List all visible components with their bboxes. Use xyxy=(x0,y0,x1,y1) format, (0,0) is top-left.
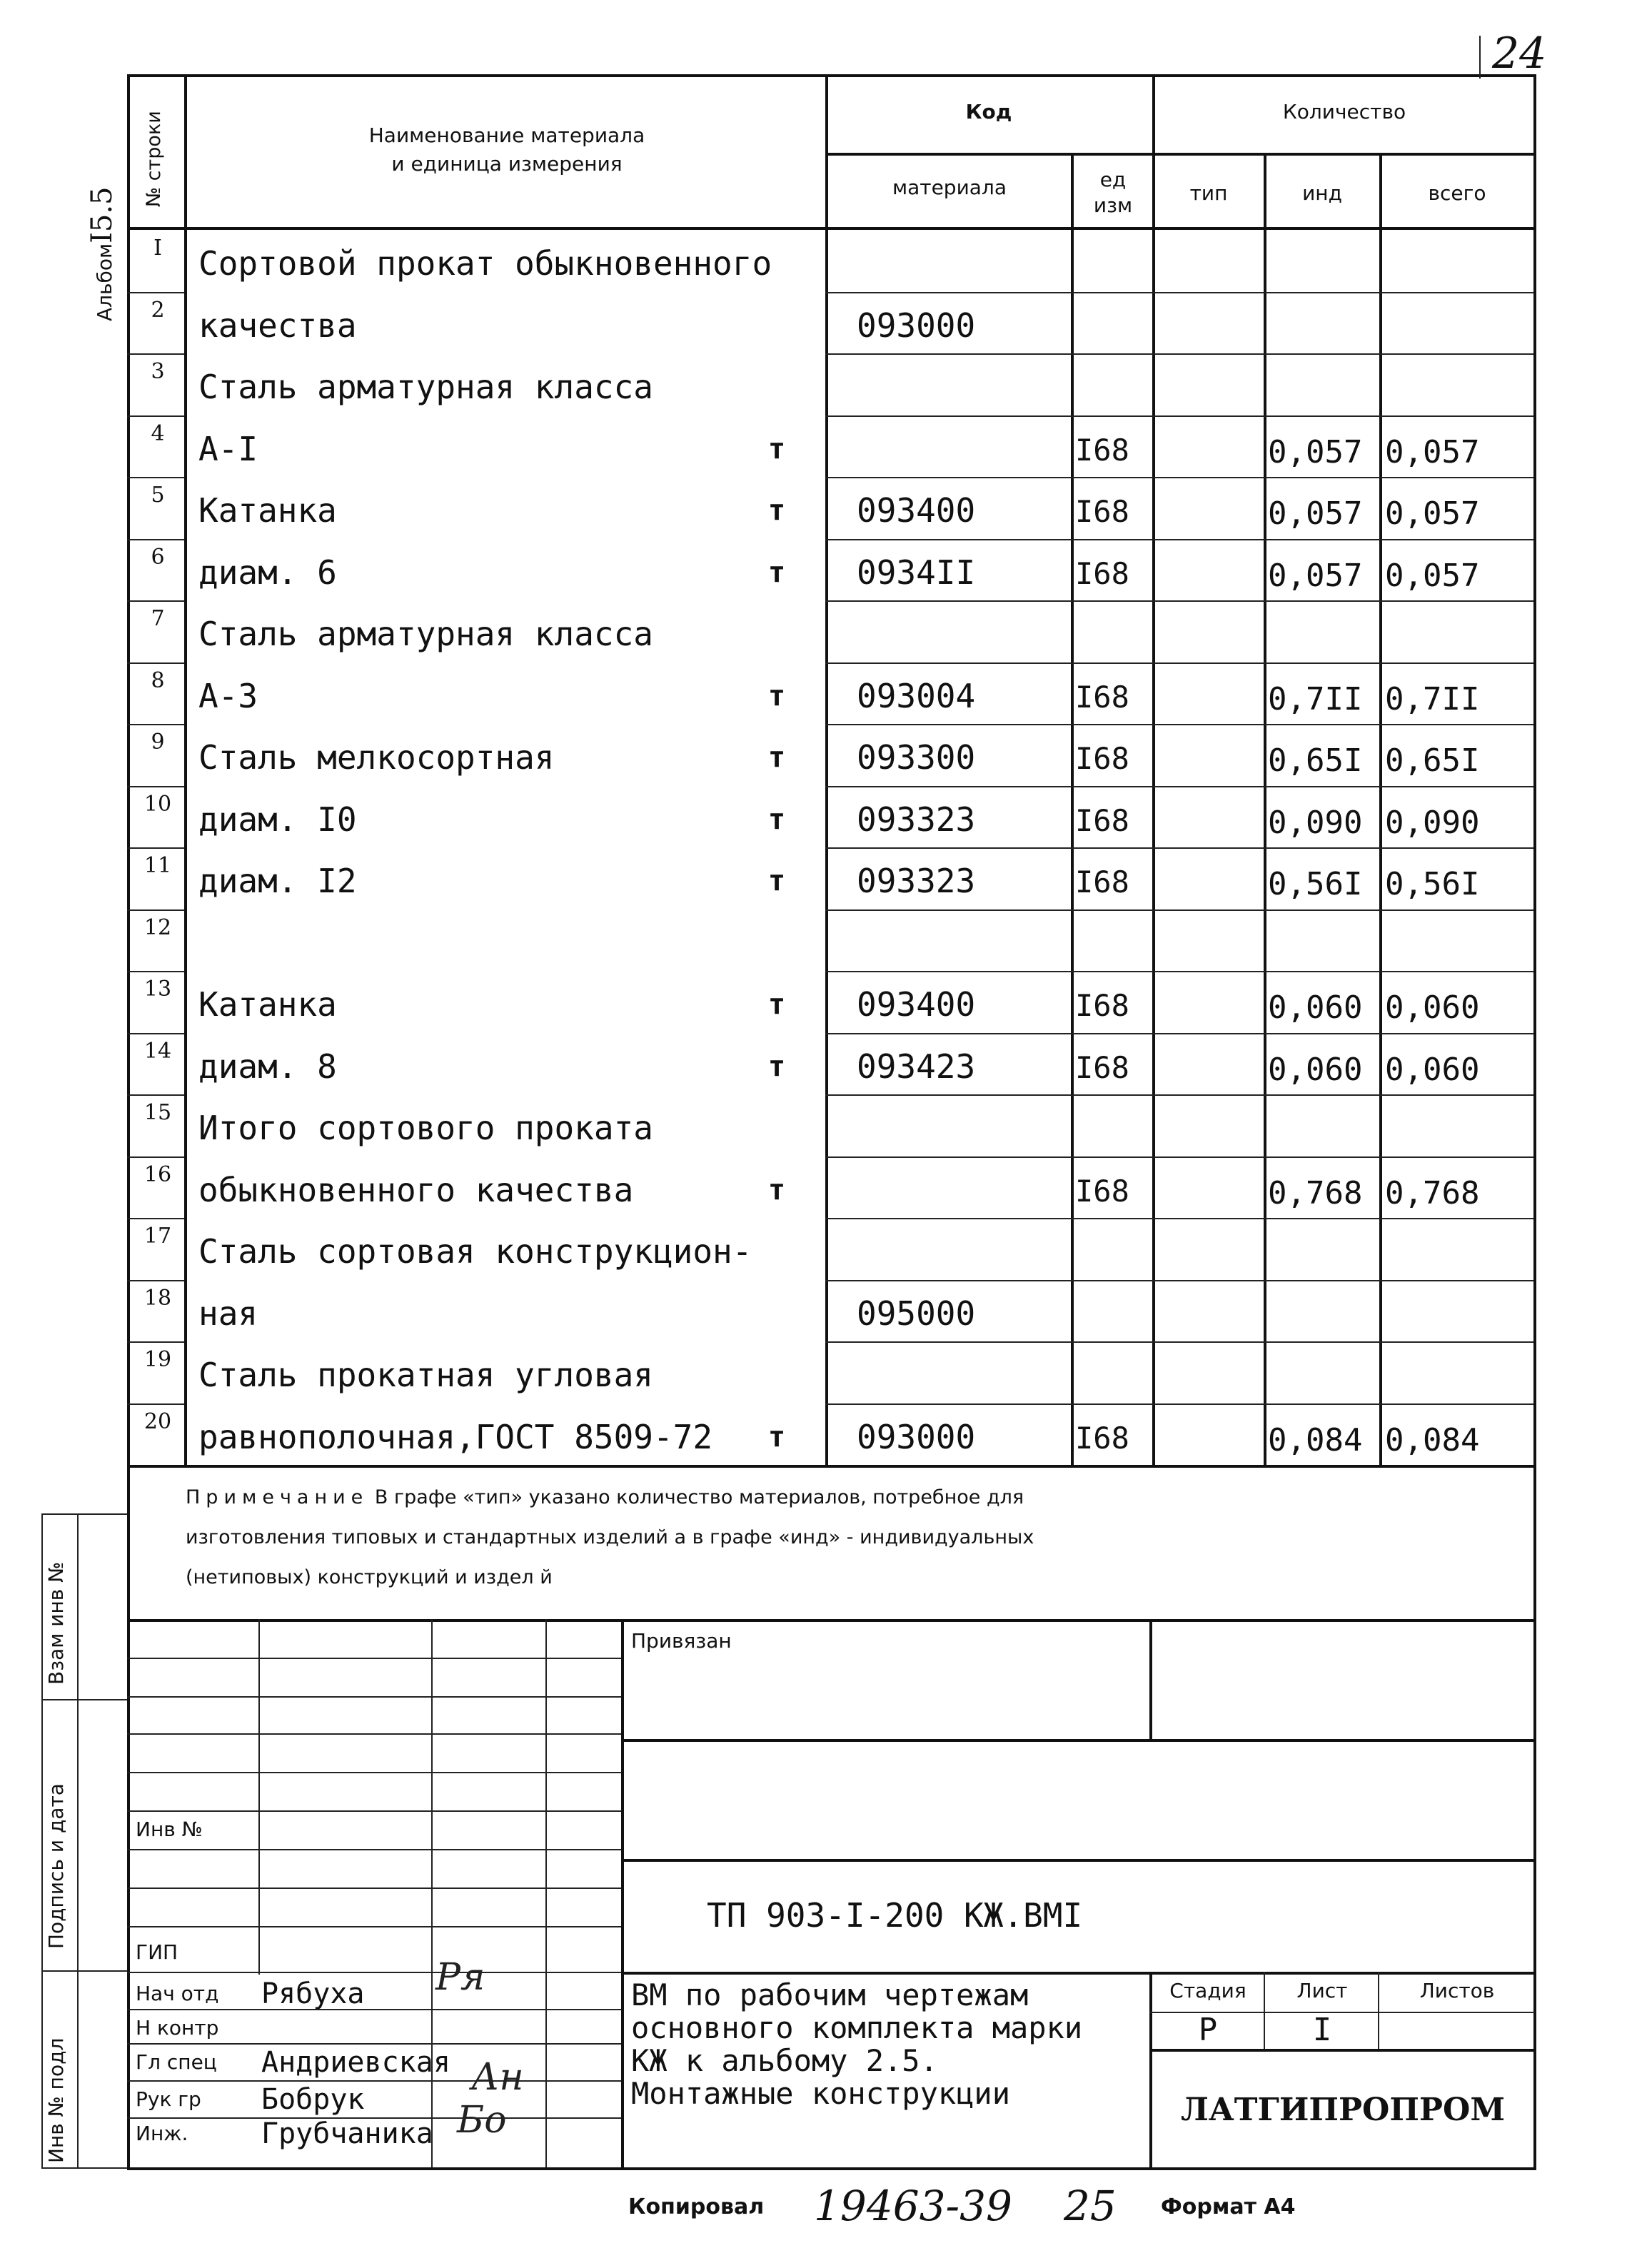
row-name: Сталь прокатная угловая xyxy=(198,1356,653,1394)
row-code: 093000 xyxy=(857,306,976,345)
stamp-col1 xyxy=(258,1619,260,1975)
row-number: 18 xyxy=(143,1285,172,1311)
row-total: 0,057 xyxy=(1385,557,1480,594)
stamp-role: Нач отд xyxy=(136,1982,219,2005)
stamp-row-line xyxy=(127,1810,621,1812)
row-name: Сталь сортовая конструкцион- xyxy=(198,1232,752,1271)
row-name: диам. 6 xyxy=(198,553,337,592)
inv-no-label: Инв № xyxy=(136,1818,203,1841)
stamp-row-line xyxy=(127,1926,621,1927)
vzam-inv-label: Взам инв № xyxy=(44,1561,68,1685)
table-bottom xyxy=(127,1465,1536,1468)
row-total: 0,084 xyxy=(1385,1421,1480,1458)
row-divider xyxy=(825,1218,1533,1219)
row-total: 0,060 xyxy=(1385,1051,1480,1088)
stamp-role: Рук гр xyxy=(136,2087,201,2111)
signature-2: Ан xyxy=(471,2056,524,2099)
row-total: 0,060 xyxy=(1385,989,1480,1026)
side-box-sep1 xyxy=(41,1699,127,1700)
row-divider-left xyxy=(127,909,184,911)
copied-label: Копировал xyxy=(628,2194,765,2219)
row-name: А-3 xyxy=(198,676,258,715)
row-divider xyxy=(825,662,1533,664)
stamp-person: Грубчаника xyxy=(261,2117,433,2150)
col-tip-ind-line xyxy=(1264,153,1266,1466)
row-code: 093400 xyxy=(857,491,976,530)
stamp-row-line xyxy=(127,2009,621,2010)
row-unit: т xyxy=(768,802,786,836)
row-number: 19 xyxy=(143,1347,172,1372)
header-row-no: № строки xyxy=(143,111,165,207)
header-q-total: всего xyxy=(1428,181,1486,205)
row-ed: I68 xyxy=(1075,432,1129,468)
row-unit: т xyxy=(768,1173,786,1206)
row-name: А-I xyxy=(198,429,258,468)
row-ind: 0,768 xyxy=(1268,1174,1363,1211)
note-line2: изготовления типовых и стандартных изделий а в графе «инд» - индивидуальных xyxy=(186,1526,1034,1548)
stamp-person: Рябуха xyxy=(261,1977,365,2010)
row-number: 11 xyxy=(143,853,172,878)
row-name: Итого сортового проката xyxy=(198,1109,653,1147)
row-unit: т xyxy=(768,432,786,465)
header-code: Код xyxy=(965,100,1012,124)
stamp-sheet-col xyxy=(1378,1972,1379,2050)
row-divider xyxy=(825,786,1533,787)
side-box-left xyxy=(41,1513,43,2167)
podpis-data-label: Подпись и дата xyxy=(44,1783,68,1949)
row-divider-left xyxy=(127,786,184,787)
frame-bottom xyxy=(127,2167,1536,2170)
sheet-label: Лист xyxy=(1296,1979,1348,2002)
row-ind: 0,060 xyxy=(1268,989,1363,1026)
row-divider-left xyxy=(127,1218,184,1219)
row-number: 9 xyxy=(151,730,165,755)
row-name: диам. I2 xyxy=(198,862,357,900)
row-number: 4 xyxy=(151,420,165,446)
row-divider xyxy=(825,971,1533,972)
row-divider-left xyxy=(127,1280,184,1281)
row-divider xyxy=(825,539,1533,540)
row-number: 5 xyxy=(151,483,165,508)
order-number: 19463-39 xyxy=(814,2182,1012,2230)
stamp-col2 xyxy=(431,1619,433,2167)
row-ed: I68 xyxy=(1075,988,1129,1023)
stamp-org-top xyxy=(1149,2049,1535,2052)
row-number: 14 xyxy=(143,1038,172,1064)
row-ed: I68 xyxy=(1075,679,1129,715)
row-ed: I68 xyxy=(1075,1049,1129,1085)
row-number: 2 xyxy=(151,297,165,323)
row-divider-left xyxy=(127,662,184,664)
stamp-row-line xyxy=(127,1733,621,1735)
row-divider xyxy=(825,1341,1533,1343)
stamp-role: Инж. xyxy=(136,2122,188,2145)
row-number: 6 xyxy=(151,544,165,570)
header-sub-line xyxy=(825,153,1536,156)
row-divider xyxy=(825,1280,1533,1281)
col-rowno-line xyxy=(184,74,187,1466)
row-ed: I68 xyxy=(1075,865,1129,899)
row-number: 13 xyxy=(143,977,172,1002)
row-divider-left xyxy=(127,1403,184,1405)
side-box-sep2 xyxy=(41,1970,127,1972)
row-number: 17 xyxy=(143,1224,172,1249)
row-total: 0,56I xyxy=(1385,866,1480,902)
row-code: 093300 xyxy=(857,738,976,777)
row-divider-left xyxy=(127,539,184,540)
stamp-row-line xyxy=(127,1658,621,1659)
side-box-mid xyxy=(77,1513,79,2167)
row-number: I xyxy=(153,236,162,261)
note-line1: В графе «тип» указано количество материалов, потребное для xyxy=(374,1486,1024,1508)
row-number: 20 xyxy=(143,1408,172,1434)
row-divider-left xyxy=(127,1033,184,1034)
row-code: 093004 xyxy=(857,676,976,715)
header-q-ind: инд xyxy=(1302,181,1342,205)
row-name: Катанка xyxy=(198,985,337,1024)
sheets-label: Листов xyxy=(1419,1979,1495,2002)
row-name: равнополочная,ГОСТ 8509-72 xyxy=(198,1417,713,1456)
row-divider xyxy=(825,353,1533,355)
row-total: 0,057 xyxy=(1385,495,1480,532)
stamp-row-line xyxy=(127,2043,621,2045)
row-total: 0,057 xyxy=(1385,433,1480,470)
frame-right xyxy=(1533,74,1536,2170)
row-divider xyxy=(825,1156,1533,1158)
stamp-role: ГИП xyxy=(136,1940,178,1964)
header-code-unit: ед изм xyxy=(1093,168,1133,217)
row-unit: т xyxy=(768,1049,786,1083)
row-code: 093423 xyxy=(857,1047,976,1086)
row-divider-left xyxy=(127,1341,184,1343)
row-divider-left xyxy=(127,724,184,725)
row-ind: 0,057 xyxy=(1268,557,1363,594)
row-ed: I68 xyxy=(1075,741,1129,776)
stamp-row-line xyxy=(127,1888,621,1889)
row-divider xyxy=(825,847,1533,849)
row-divider-left xyxy=(127,1094,184,1096)
row-divider xyxy=(825,909,1533,911)
album-label: АльбомI5.5 xyxy=(86,186,119,321)
row-number: 15 xyxy=(143,1100,172,1125)
page-corner-number: 24 xyxy=(1492,29,1547,79)
row-unit: т xyxy=(768,679,786,712)
row-name: диам. I0 xyxy=(198,800,357,839)
row-divider xyxy=(825,415,1533,417)
row-total: 0,090 xyxy=(1385,804,1480,841)
header-bottom xyxy=(127,227,1536,230)
row-name: Сталь арматурная класса xyxy=(198,368,653,406)
stamp-row-line xyxy=(127,2080,621,2082)
note-block xyxy=(186,1478,1528,1598)
privyazan-label: Привязан xyxy=(631,1629,732,1653)
row-divider-left xyxy=(127,847,184,849)
row-code: 093323 xyxy=(857,862,976,900)
header-quantity: Количество xyxy=(1282,100,1406,124)
row-ind: 0,7II xyxy=(1268,680,1363,717)
row-name: обыкновенного качества xyxy=(198,1170,634,1209)
stamp-col3 xyxy=(545,1619,547,2167)
stamp-row-line xyxy=(127,1696,621,1698)
row-number: 3 xyxy=(151,359,165,384)
row-code: 093400 xyxy=(857,985,976,1024)
row-unit: т xyxy=(768,1420,786,1453)
row-divider-left xyxy=(127,477,184,478)
signature-1: Ря xyxy=(435,1956,485,1999)
row-ed: I68 xyxy=(1075,555,1129,591)
signature-3: Бо xyxy=(457,2099,507,2142)
header-name: Наименование материала и единица измерения xyxy=(368,124,645,176)
frame-top xyxy=(127,74,1536,77)
corner-mark xyxy=(1479,36,1481,79)
stamp-role: Н контр xyxy=(136,2016,219,2040)
stamp-row-line xyxy=(127,1772,621,1773)
stamp-row-line xyxy=(127,1972,621,1973)
row-total: 0,768 xyxy=(1385,1174,1480,1211)
row-divider-left xyxy=(127,353,184,355)
row-divider-left xyxy=(127,1156,184,1158)
stamp-title: ВМ по рабочим чертежам основного комплекта марки КЖ к альбому 2.5. Монтажные конструкции xyxy=(631,1977,1083,2111)
row-number: 8 xyxy=(151,667,165,693)
row-divider xyxy=(825,1094,1533,1096)
header-code-material: материала xyxy=(892,176,1007,199)
row-ind: 0,057 xyxy=(1268,495,1363,532)
row-unit: т xyxy=(768,741,786,774)
row-divider-left xyxy=(127,971,184,972)
row-number: 10 xyxy=(143,791,172,817)
stage-value: Р xyxy=(1198,2012,1218,2048)
org-name: ЛАТГИПРОПРОМ xyxy=(1180,2092,1506,2128)
row-ind: 0,090 xyxy=(1268,804,1363,841)
inv-podl-label: Инв № подл xyxy=(44,2037,68,2163)
row-unit: т xyxy=(768,865,786,897)
frame-left xyxy=(127,74,130,2170)
row-code: 093323 xyxy=(857,800,976,839)
stamp-stage-col xyxy=(1264,1972,1265,2050)
row-unit: т xyxy=(768,988,786,1021)
row-ed: I68 xyxy=(1075,802,1129,838)
row-ed: I68 xyxy=(1075,1420,1129,1456)
stamp-person: Бобрук xyxy=(261,2083,365,2116)
row-name: Катанка xyxy=(198,491,337,530)
row-ed: I68 xyxy=(1075,1173,1129,1209)
stamp-code-top xyxy=(621,1859,1535,1862)
row-name: ная xyxy=(198,1294,258,1333)
note-line3: (нетиповых) конструкций и издел й xyxy=(186,1566,553,1588)
row-unit: т xyxy=(768,494,786,527)
row-ind: 0,057 xyxy=(1268,433,1363,470)
stamp-row-line xyxy=(127,1849,621,1850)
stamp-role: Гл спец xyxy=(136,2050,217,2074)
row-divider xyxy=(825,600,1533,602)
row-divider xyxy=(825,477,1533,478)
stamp-privyazan-bottom xyxy=(621,1739,1535,1742)
side-box-top xyxy=(41,1513,127,1515)
row-ed: I68 xyxy=(1075,494,1129,529)
stage-label: Стадия xyxy=(1169,1979,1246,2002)
row-ind: 0,65I xyxy=(1268,742,1363,779)
col-code-ed-line xyxy=(1071,153,1074,1466)
row-divider xyxy=(825,724,1533,725)
row-divider-left xyxy=(127,600,184,602)
row-name: Сортовой прокат обыкновенного xyxy=(198,244,772,283)
row-number: 16 xyxy=(143,1161,172,1187)
row-divider xyxy=(825,292,1533,293)
row-name: диам. 8 xyxy=(198,1047,337,1086)
footer-page: 25 xyxy=(1064,2182,1117,2230)
row-number: 7 xyxy=(151,606,165,631)
row-ind: 0,060 xyxy=(1268,1051,1363,1088)
stamp-col4 xyxy=(621,1619,624,2169)
row-divider-left xyxy=(127,292,184,293)
col-code-qty-line xyxy=(1152,74,1155,1466)
side-box-bottom xyxy=(41,2167,127,2169)
row-name: Сталь мелкосортная xyxy=(198,738,555,777)
row-name: качества xyxy=(198,306,357,345)
row-code: 093000 xyxy=(857,1417,976,1456)
stamp-person: Андриевская xyxy=(261,2046,450,2079)
stamp-title-top xyxy=(621,1972,1535,1975)
row-code: 0934II xyxy=(857,553,976,592)
format-label: Формат А4 xyxy=(1161,2194,1296,2219)
row-code: 095000 xyxy=(857,1294,976,1333)
row-divider-left xyxy=(127,415,184,417)
note-label: Примечание xyxy=(186,1486,369,1508)
row-divider xyxy=(825,1403,1533,1405)
header-q-type: тип xyxy=(1189,181,1228,205)
row-number: 12 xyxy=(143,914,172,940)
doc-code: ТП 903-I-200 КЖ.ВМI xyxy=(707,1896,1083,1935)
row-total: 0,65I xyxy=(1385,742,1480,779)
row-unit: т xyxy=(768,555,786,589)
row-total: 0,7II xyxy=(1385,680,1480,717)
sheet-value: I xyxy=(1312,2012,1332,2048)
row-ind: 0,56I xyxy=(1268,866,1363,902)
row-divider xyxy=(825,1033,1533,1034)
row-name: Сталь арматурная класса xyxy=(198,615,653,653)
col-ind-total-line xyxy=(1379,153,1382,1466)
stamp-top xyxy=(127,1619,1536,1622)
stamp-privyazan-right xyxy=(1149,1619,1152,1740)
col-name-line xyxy=(825,74,828,1466)
row-ind: 0,084 xyxy=(1268,1421,1363,1458)
